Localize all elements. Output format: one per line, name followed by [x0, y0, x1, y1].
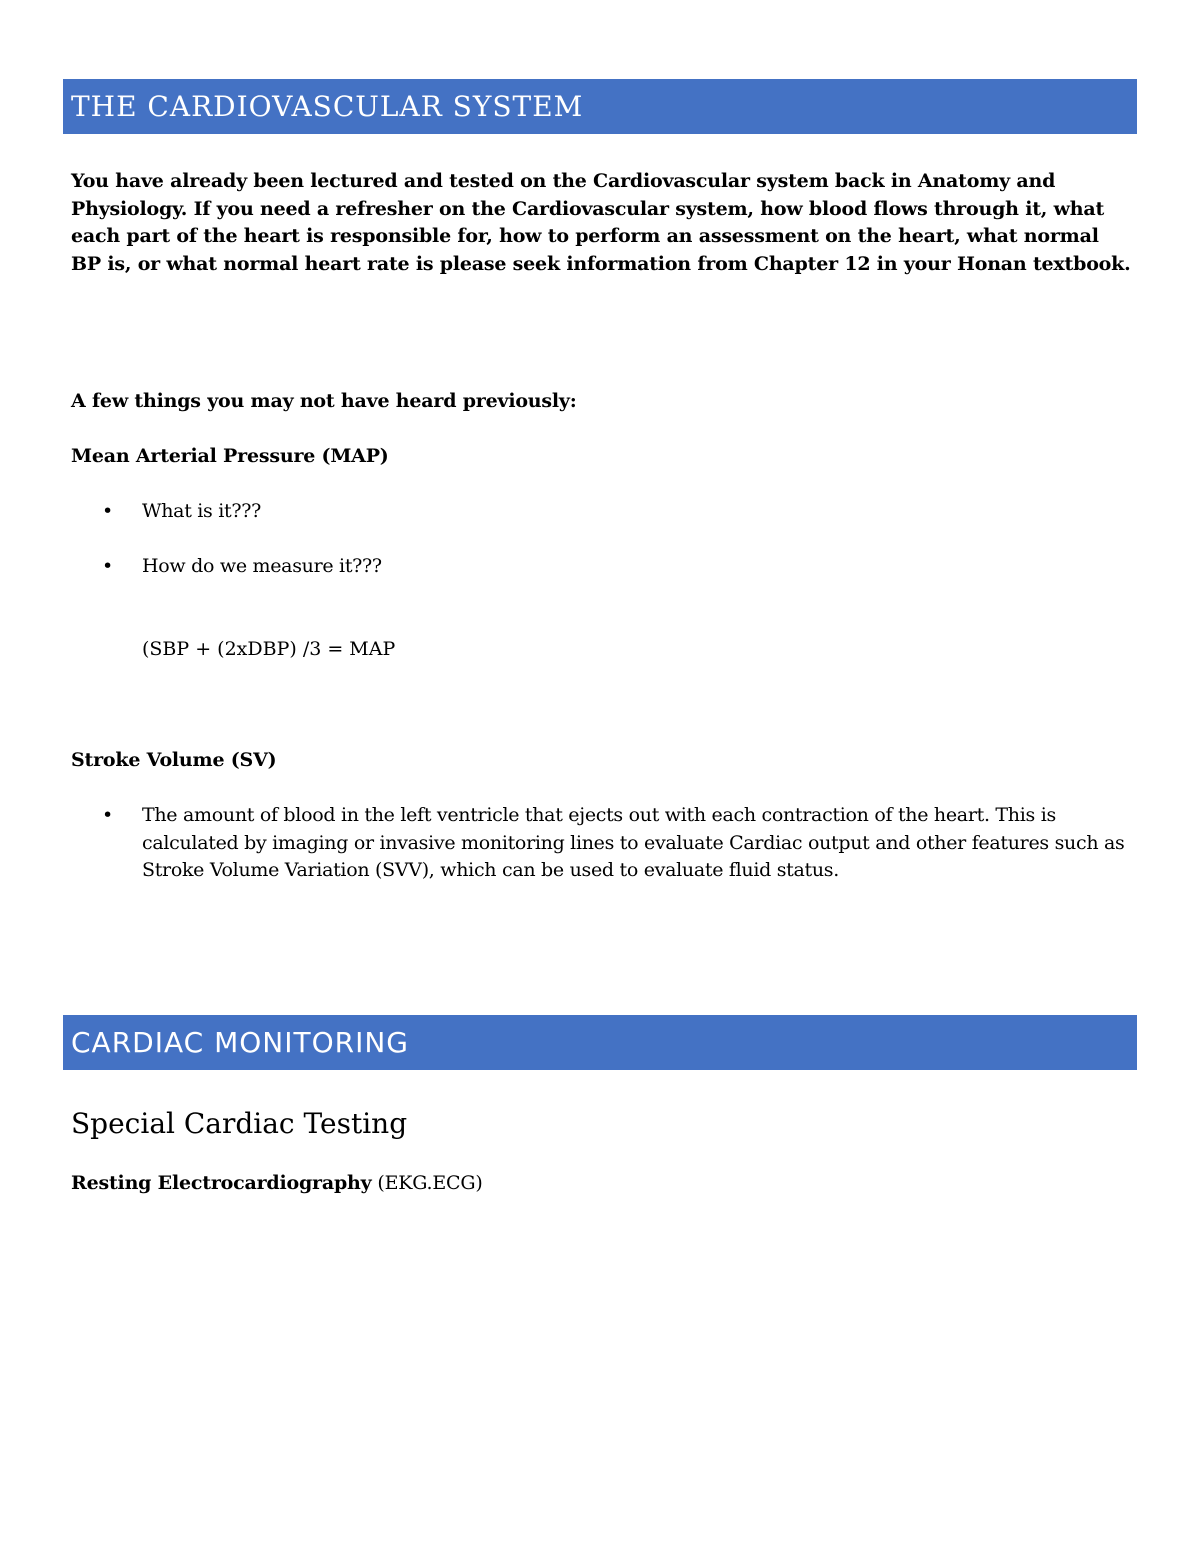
section-title: CARDIAC MONITORING	[71, 1026, 409, 1059]
list-item	[102, 553, 1132, 581]
ekg-bold-label: Resting Electrocardiography	[71, 1172, 372, 1194]
sv-heading: Stroke Volume (SV)	[71, 749, 277, 771]
special-testing-heading: Special Cardiac Testing	[71, 1107, 408, 1140]
list-item	[102, 498, 1132, 526]
few-things-heading: A few things you may not have heard previously:	[71, 390, 577, 412]
list-item	[102, 802, 1132, 885]
ekg-line	[71, 1170, 483, 1197]
bullet-icon: •	[102, 500, 114, 522]
section-title: THE CARDIOVASCULAR SYSTEM	[71, 90, 584, 123]
list-item-text: What is it???	[142, 500, 262, 522]
list-item-text: How do we measure it???	[142, 555, 382, 577]
bullet-icon: •	[102, 555, 114, 577]
section-header-cardiovascular	[63, 79, 1137, 134]
list-item-text: The amount of blood in the left ventricle that ejects out with each contraction of the heart. This is calculated by imaging or invasive monitoring lines to evaluate Cardiac output and other features such as Stroke Volume Variation (SVV), which can be used to evaluate fluid status.	[142, 804, 1125, 881]
intro-paragraph: You have already been lectured and tested on the Cardiovascular system back in Anatomy and Physiology. If you need a refresher on the Cardiovascular system, how blood flows through it, what each part of the heart is responsible for, how to perform an assessment on the heart, what normal BP is, or what normal heart rate is please seek information from Chapter 12 in your Honan textbook.	[71, 170, 1131, 275]
ekg-abbrev: (EKG.ECG)	[371, 1172, 483, 1194]
bullet-icon: •	[102, 804, 114, 826]
map-heading: Mean Arterial Pressure (MAP)	[71, 445, 389, 467]
map-formula: (SBP + (2xDBP) /3 = MAP	[142, 638, 396, 660]
section-header-monitoring	[63, 1015, 1137, 1070]
